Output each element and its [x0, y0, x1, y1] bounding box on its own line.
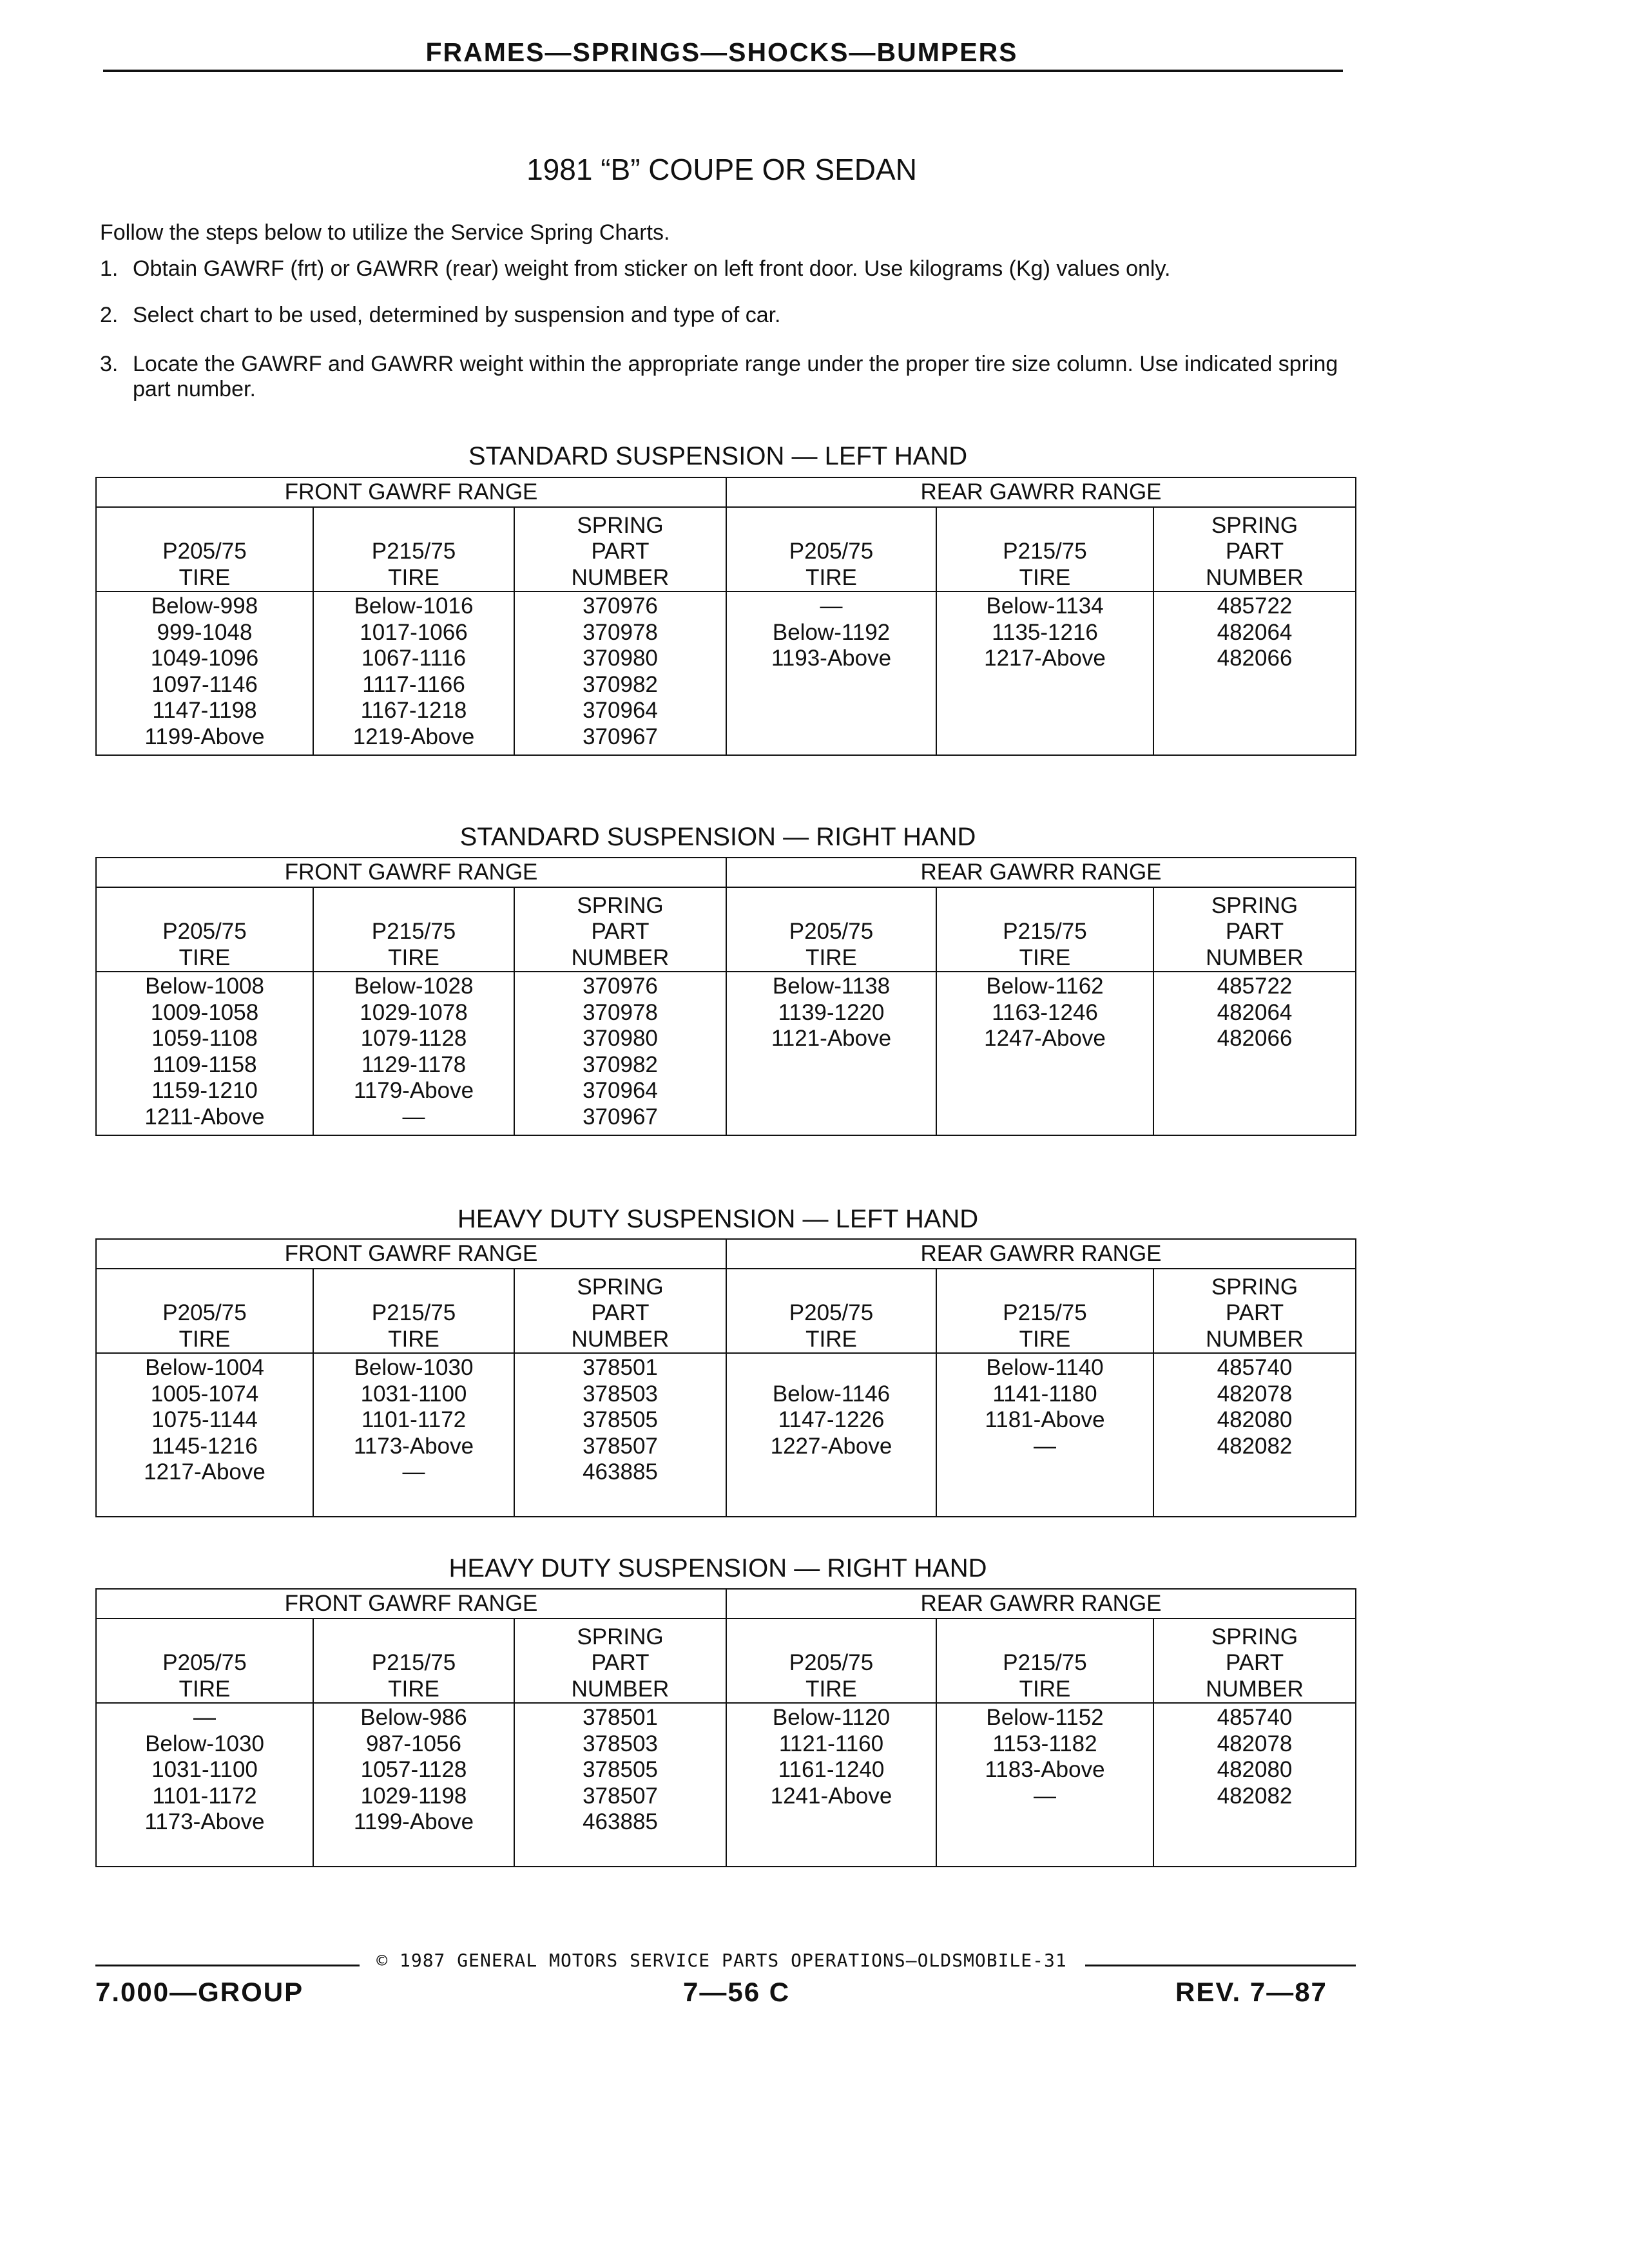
cell-value: 1117-1166	[362, 671, 465, 697]
cell-value: 1121-1160	[778, 1731, 884, 1756]
front-range-header: FRONT GAWRF RANGE	[96, 1239, 726, 1269]
cell-value: SPRING	[577, 1624, 664, 1649]
front-p205-cell	[96, 591, 313, 755]
cell-value: 1181-Above	[985, 1407, 1105, 1432]
cell-value: 378501	[583, 1355, 658, 1380]
cell-value: P215/75	[1003, 1650, 1087, 1675]
spring-chart-table	[95, 1238, 1356, 1517]
data-row	[96, 1353, 1356, 1517]
cell-value: Below-986	[360, 1705, 467, 1730]
step-text: Select chart to be used, determined by suspension and type of car.	[133, 303, 781, 327]
cell-value: TIRE	[388, 1326, 439, 1352]
cell-value: 485740	[1217, 1705, 1293, 1730]
cell-value: P215/75	[371, 1650, 456, 1675]
cell-value: NUMBER	[1206, 564, 1304, 590]
cell-value: TIRE	[178, 564, 231, 590]
header-rule	[103, 70, 1343, 72]
cell-value: NUMBER	[571, 564, 670, 590]
cell-value: P205/75	[162, 1650, 247, 1675]
cell-value: Below-1008	[145, 974, 264, 999]
cell-value: Below-1120	[772, 1705, 891, 1730]
spring-part-header	[1153, 1269, 1356, 1353]
cell-value: 1173-Above	[353, 1433, 474, 1459]
step-number: 1.	[100, 256, 119, 281]
cell-value: —	[402, 1104, 425, 1129]
cell-value: 370967	[583, 724, 658, 749]
document-title: 1981 “B” COUPE OR SEDAN	[526, 153, 917, 186]
cell-value: 370967	[583, 1104, 658, 1129]
cell-value: 1211-Above	[144, 1104, 265, 1129]
rear-range-header: REAR GAWRR RANGE	[726, 477, 1356, 507]
cell-value: 370978	[583, 999, 658, 1025]
cell-value: 1141-1180	[992, 1381, 1097, 1407]
cell-value: —	[1034, 1783, 1056, 1809]
cell-value: 1135-1216	[992, 619, 1098, 645]
cell-value: 1109-1158	[152, 1052, 257, 1077]
cell-value: 482066	[1217, 1026, 1293, 1051]
cell-value: 1031-1100	[151, 1757, 258, 1782]
step-text: Obtain GAWRF (frt) or GAWRR (rear) weight from sticker on left front door. Use kilograms (Kg) values only.	[133, 256, 1171, 281]
rear-p205-cell	[726, 1703, 936, 1867]
cell-value: TIRE	[805, 945, 857, 970]
cell-value: Below-1134	[986, 593, 1104, 619]
cell-value: NUMBER	[571, 1676, 670, 1702]
table-title: HEAVY DUTY SUSPENSION — LEFT HAND	[457, 1205, 979, 1233]
cell-value: —	[1034, 1433, 1056, 1459]
cell-value: 1227-Above	[770, 1433, 892, 1459]
cell-value: 378503	[583, 1731, 658, 1756]
cell-value: 1121-Above	[771, 1026, 892, 1051]
rear-p215-cell	[936, 1703, 1153, 1867]
rear-range-header: REAR GAWRR RANGE	[726, 858, 1356, 887]
cell-value: 1101-1172	[152, 1783, 257, 1809]
cell-value: 1129-1178	[361, 1052, 467, 1077]
cell-value: P205/75	[162, 1300, 247, 1325]
p205-tire-header	[726, 507, 936, 591]
cell-value: 485740	[1217, 1355, 1293, 1380]
rear-p205-cell	[726, 591, 936, 755]
column-header-row	[96, 1269, 1356, 1353]
cell-value: 1029-1078	[360, 999, 468, 1025]
p205-tire-header	[96, 887, 313, 972]
cell-value: 1009-1058	[150, 999, 259, 1025]
cell-value: TIRE	[1019, 1676, 1071, 1702]
front-p215-cell	[313, 972, 514, 1135]
cell-value: 482080	[1217, 1407, 1293, 1432]
cell-value: Below-1138	[772, 974, 891, 999]
spring-chart-table	[95, 477, 1356, 756]
rear-p215-cell	[936, 591, 1153, 755]
cell-value: 1029-1198	[360, 1783, 467, 1809]
cell-value	[727, 1355, 936, 1381]
cell-value: PART	[591, 539, 650, 564]
p205-tire-header	[96, 1619, 313, 1703]
cell-value: 1217-Above	[984, 646, 1106, 671]
cell-value: 1031-1100	[360, 1381, 467, 1407]
front-spring-cell	[514, 972, 726, 1135]
cell-value: 1183-Above	[985, 1757, 1105, 1782]
cell-value: TIRE	[178, 1326, 231, 1352]
step-text: Locate the GAWRF and GAWRR weight within the appropriate range under the proper tire size column. Use indicated spring part number.	[133, 352, 1338, 401]
cell-value: —	[193, 1705, 216, 1730]
p205-tire-header	[726, 1619, 936, 1703]
copyright-notice: © 1987 GENERAL MOTORS SERVICE PARTS OPERATIONS—OLDSMOBILE-31	[376, 1950, 1067, 1971]
spring-part-header	[1153, 507, 1356, 591]
cell-value: 482064	[1217, 619, 1293, 645]
cell-value: 1139-1220	[778, 999, 885, 1025]
cell-value: SPRING	[577, 1274, 664, 1300]
cell-value: SPRING	[577, 512, 664, 538]
rear-range-header: REAR GAWRR RANGE	[726, 1589, 1356, 1619]
cell-value: 482082	[1217, 1433, 1293, 1459]
data-row	[96, 972, 1356, 1135]
rear-p215-cell	[936, 1353, 1153, 1517]
cell-value: 1147-1198	[152, 698, 257, 723]
footer-rule-right	[1085, 1965, 1356, 1966]
front-range-header: FRONT GAWRF RANGE	[96, 1589, 726, 1619]
front-p215-cell	[313, 1703, 514, 1867]
p215-tire-header	[936, 1269, 1153, 1353]
cell-value: PART	[1225, 1650, 1284, 1675]
spring-part-header	[514, 887, 726, 972]
cell-value: 1067-1116	[361, 646, 467, 671]
front-p215-cell	[313, 591, 514, 755]
cell-value: SPRING	[1211, 512, 1298, 538]
cell-value: 1161-1240	[778, 1757, 885, 1782]
cell-value: 1219-Above	[352, 724, 475, 749]
group-number: 7.000—GROUP	[95, 1977, 304, 2007]
cell-value: P205/75	[162, 539, 247, 564]
cell-value: P205/75	[789, 539, 874, 564]
cell-value: —	[820, 593, 843, 619]
cell-value: PART	[1225, 919, 1284, 944]
cell-value: TIRE	[805, 1326, 857, 1352]
p205-tire-header	[726, 1269, 936, 1353]
rear-spring-cell	[1153, 591, 1356, 755]
footer-rule-left	[95, 1965, 360, 1966]
cell-value: 1163-1246	[992, 999, 1098, 1025]
cell-value: 370980	[583, 646, 658, 671]
cell-value: TIRE	[1019, 564, 1071, 590]
cell-value: PART	[591, 919, 650, 944]
page-number: 7—56 C	[683, 1977, 791, 2007]
cell-value: 485722	[1217, 593, 1293, 619]
cell-value: 999-1048	[157, 619, 253, 645]
range-header-row	[96, 1589, 1356, 1619]
p215-tire-header	[313, 1269, 514, 1353]
cell-value: NUMBER	[1206, 945, 1304, 970]
column-header-row	[96, 887, 1356, 972]
spring-part-header	[514, 1619, 726, 1703]
cell-value: 378501	[583, 1705, 658, 1730]
rear-range-header: REAR GAWRR RANGE	[726, 1239, 1356, 1269]
cell-value: 1247-Above	[984, 1026, 1106, 1051]
cell-value: 1057-1128	[360, 1757, 467, 1782]
cell-value: 1193-Above	[771, 646, 892, 671]
cell-value: Below-1004	[145, 1355, 264, 1380]
front-p205-cell	[96, 972, 313, 1135]
cell-value: 482082	[1217, 1783, 1293, 1809]
cell-value: TIRE	[388, 945, 439, 970]
cell-value: PART	[591, 1300, 650, 1325]
intro-text: Follow the steps below to utilize the Service Spring Charts.	[100, 220, 670, 245]
front-spring-cell	[514, 591, 726, 755]
cell-value: 1147-1226	[778, 1407, 885, 1432]
cell-value: 370980	[583, 1026, 658, 1051]
section-header: FRAMES—SPRINGS—SHOCKS—BUMPERS	[425, 37, 1018, 67]
front-p205-cell	[96, 1353, 313, 1517]
cell-value: TIRE	[805, 564, 857, 590]
p215-tire-header	[313, 1619, 514, 1703]
p215-tire-header	[936, 1619, 1153, 1703]
cell-value: 1217-Above	[144, 1459, 265, 1485]
column-header-row	[96, 1619, 1356, 1703]
front-spring-cell	[514, 1703, 726, 1867]
cell-value: 463885	[583, 1809, 658, 1834]
cell-value: SPRING	[1211, 1274, 1298, 1300]
front-p205-cell	[96, 1703, 313, 1867]
cell-value: Below-1016	[354, 593, 474, 619]
rear-p215-cell	[936, 972, 1153, 1135]
cell-value: 370964	[583, 1078, 658, 1103]
cell-value: Below-1146	[772, 1381, 891, 1407]
spring-chart-table	[95, 857, 1356, 1136]
spring-part-header	[514, 1269, 726, 1353]
spring-part-header	[1153, 887, 1356, 972]
cell-value: TIRE	[1019, 1326, 1071, 1352]
cell-value: 1097-1146	[151, 671, 258, 697]
spring-part-header	[1153, 1619, 1356, 1703]
cell-value: P215/75	[371, 539, 456, 564]
cell-value: 987-1056	[366, 1731, 461, 1756]
cell-value: TIRE	[178, 1676, 231, 1702]
cell-value: 1075-1144	[151, 1407, 258, 1432]
cell-value: SPRING	[1211, 1624, 1298, 1649]
cell-value: Below-1028	[354, 974, 474, 999]
step-number: 3.	[100, 352, 119, 376]
cell-value: NUMBER	[571, 945, 670, 970]
front-range-header: FRONT GAWRF RANGE	[96, 858, 726, 887]
cell-value: 378503	[583, 1381, 658, 1407]
cell-value: 370976	[583, 974, 658, 999]
cell-value: P215/75	[1003, 919, 1087, 944]
cell-value: NUMBER	[1206, 1326, 1304, 1352]
cell-value: 1005-1074	[150, 1381, 259, 1407]
rear-spring-cell	[1153, 1703, 1356, 1867]
cell-value: 1079-1128	[360, 1026, 467, 1051]
cell-value: 378507	[583, 1783, 658, 1809]
cell-value: TIRE	[805, 1676, 857, 1702]
cell-value: TIRE	[388, 1676, 439, 1702]
cell-value: Below-1162	[986, 974, 1104, 999]
cell-value: 378505	[583, 1407, 658, 1432]
spring-part-header	[514, 507, 726, 591]
cell-value: SPRING	[1211, 892, 1298, 918]
cell-value: TIRE	[178, 945, 231, 970]
cell-value: 1241-Above	[770, 1783, 892, 1809]
p215-tire-header	[936, 887, 1153, 972]
cell-value: TIRE	[1019, 945, 1071, 970]
spring-chart-table	[95, 1588, 1356, 1867]
cell-value: 370976	[583, 593, 658, 619]
cell-value: PART	[1225, 539, 1284, 564]
range-header-row	[96, 477, 1356, 507]
cell-value: PART	[591, 1650, 650, 1675]
rear-spring-cell	[1153, 972, 1356, 1135]
cell-value: P215/75	[1003, 1300, 1087, 1325]
cell-value: 1179-Above	[353, 1078, 474, 1103]
cell-value: 1173-Above	[144, 1809, 265, 1834]
cell-value: SPRING	[577, 892, 664, 918]
data-row	[96, 591, 1356, 755]
p205-tire-header	[726, 887, 936, 972]
cell-value: Below-1030	[354, 1355, 474, 1380]
p205-tire-header	[96, 1269, 313, 1353]
cell-value: 482078	[1217, 1381, 1293, 1407]
cell-value: PART	[1225, 1300, 1284, 1325]
cell-value: 485722	[1217, 974, 1293, 999]
front-range-header: FRONT GAWRF RANGE	[96, 477, 726, 507]
cell-value: 482080	[1217, 1757, 1293, 1782]
p215-tire-header	[936, 507, 1153, 591]
cell-value: 1167-1218	[360, 698, 467, 723]
front-spring-cell	[514, 1353, 726, 1517]
cell-value: P215/75	[371, 1300, 456, 1325]
cell-value: P205/75	[162, 919, 247, 944]
rear-p205-cell	[726, 1353, 936, 1517]
cell-value: 370978	[583, 619, 658, 645]
cell-value: 1199-Above	[144, 724, 265, 749]
p205-tire-header	[96, 507, 313, 591]
cell-value: NUMBER	[1206, 1676, 1304, 1702]
data-row	[96, 1703, 1356, 1867]
cell-value: Below-998	[151, 593, 258, 619]
p215-tire-header	[313, 507, 514, 591]
cell-value: —	[402, 1459, 425, 1485]
cell-value: TIRE	[388, 564, 439, 590]
cell-value: Below-1140	[986, 1355, 1104, 1380]
cell-value: 1153-1182	[992, 1731, 1097, 1756]
cell-value: P215/75	[1003, 539, 1087, 564]
column-header-row	[96, 507, 1356, 591]
cell-value: P205/75	[789, 1650, 874, 1675]
cell-value: 1199-Above	[353, 1809, 474, 1834]
cell-value: 463885	[583, 1459, 658, 1485]
cell-value: 1159-1210	[151, 1078, 258, 1103]
cell-value: 1145-1216	[151, 1433, 258, 1459]
cell-value: 370964	[583, 698, 658, 723]
cell-value: P205/75	[789, 1300, 874, 1325]
table-title: HEAVY DUTY SUSPENSION — RIGHT HAND	[448, 1554, 987, 1582]
cell-value: 1101-1172	[361, 1407, 467, 1432]
step-number: 2.	[100, 303, 119, 327]
front-p215-cell	[313, 1353, 514, 1517]
cell-value: 482078	[1217, 1731, 1293, 1756]
range-header-row	[96, 858, 1356, 887]
cell-value: 482066	[1217, 646, 1293, 671]
cell-value: 1049-1096	[150, 646, 259, 671]
cell-value: 378505	[583, 1757, 658, 1782]
cell-value: 1017-1066	[360, 619, 468, 645]
cell-value: Below-1192	[772, 619, 891, 645]
table-title: STANDARD SUSPENSION — RIGHT HAND	[459, 823, 976, 851]
table-title: STANDARD SUSPENSION — LEFT HAND	[468, 442, 968, 470]
cell-value: Below-1030	[145, 1731, 264, 1756]
cell-value: 1059-1108	[151, 1026, 258, 1051]
cell-value: NUMBER	[571, 1326, 670, 1352]
p215-tire-header	[313, 887, 514, 972]
cell-value: 370982	[583, 1052, 658, 1077]
revision-date: REV. 7—87	[1175, 1977, 1327, 2007]
cell-value: P205/75	[789, 919, 874, 944]
range-header-row	[96, 1239, 1356, 1269]
cell-value: Below-1152	[986, 1705, 1104, 1730]
rear-p205-cell	[726, 972, 936, 1135]
cell-value: 378507	[583, 1433, 658, 1459]
cell-value: P215/75	[371, 919, 456, 944]
cell-value: 370982	[583, 671, 658, 697]
rear-spring-cell	[1153, 1353, 1356, 1517]
cell-value: 482064	[1217, 999, 1293, 1025]
